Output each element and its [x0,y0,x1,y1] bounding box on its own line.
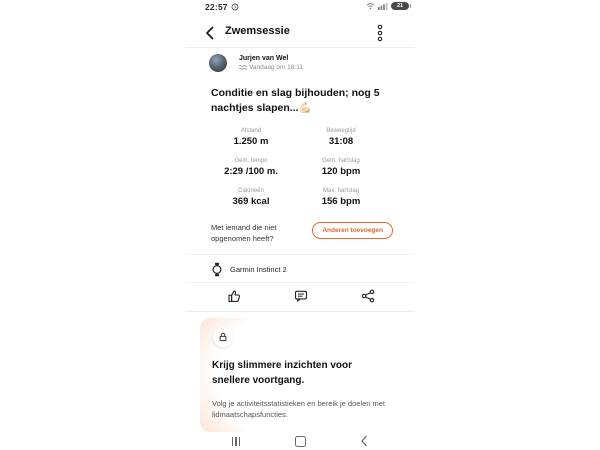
status-bar-left [205,2,239,12]
post-author-row [209,54,405,78]
app-bar [185,22,415,44]
status-time: 22:57 [205,2,228,12]
post-meta [239,64,303,71]
device-row[interactable] [211,259,405,279]
stat-value: 31:08 [328,136,354,147]
stat-gem-hartslag [301,157,381,178]
author-name: Jurjen van Wel [239,55,289,62]
recents-button[interactable] [230,435,242,447]
avatar[interactable] [209,54,227,72]
section-divider [185,254,415,255]
stat-afstand [211,127,291,148]
android-nav-bar [185,433,415,449]
stat-label: Afstand [240,128,262,134]
page-title: Zwemsessie [225,25,290,37]
premium-upsell-banner[interactable] [200,318,398,432]
stat-value: 1.250 m [233,136,269,147]
swim-activity-icon [239,64,247,71]
post-actions [227,285,375,307]
stat-value: 369 kcal [232,196,270,207]
header-divider [185,47,415,48]
notification-icon [231,3,239,11]
cellular-signal-icon [378,2,388,10]
section-divider [185,311,415,312]
post-message: Conditie en slag bijhouden; nog 5 nachtjes slapen...💪🏻 [211,87,380,114]
upsell-body: Volg je activiteitsstatistieken en bereik je doelen met lidmaatschapsfuncties. [212,399,386,419]
stat-label: Max. hartslag [322,188,359,194]
share-icon [361,289,375,303]
tag-question: Met iemand die niet opgenomen heeft? [211,223,277,243]
home-icon [295,436,306,447]
upsell-heading: Krijg slimmere inzichten voor snellere voortgang. [212,360,353,386]
phone-screen [185,0,415,450]
stat-label: Calorieën [238,188,264,194]
stat-label: Beweegtijd [326,128,356,134]
stat-value: 156 bpm [321,196,361,207]
stat-gem-tempo [211,157,291,178]
battery-nub [410,4,412,8]
stat-label: Gem. tempo [234,158,268,164]
more-options-button[interactable] [375,24,385,42]
post-timestamp: Vandaag om 18:11 [249,64,303,71]
watch-icon [211,262,223,277]
tag-prompt-row [211,220,405,250]
battery-percent: 21 [391,2,409,10]
nav-back-button[interactable] [358,435,370,447]
battery-icon [391,2,411,10]
stat-label: Gem. hartslag [322,158,360,164]
stat-value: 120 bpm [321,166,361,177]
status-bar-right [366,2,411,10]
back-button[interactable] [204,25,216,41]
add-others-button[interactable]: Anderen toevoegen [312,222,393,239]
thumbs-up-icon [227,289,241,303]
share-button[interactable] [361,289,375,303]
nav-back-icon [360,435,368,447]
section-divider [185,282,415,283]
status-bar [185,2,415,14]
kebab-menu-icon [375,24,385,42]
comment-button[interactable] [294,289,308,303]
stat-value: 2:29 /100 m. [224,166,278,177]
activity-stats-grid [211,127,381,217]
recents-icon [232,437,241,446]
chevron-left-icon [204,25,216,41]
comment-icon [294,289,308,303]
lock-badge [213,327,233,347]
stat-max-hartslag [301,187,381,208]
lock-icon [218,332,228,342]
home-button[interactable] [294,435,306,447]
stat-beweegtijd [301,127,381,148]
stat-calorieen [211,187,291,208]
wifi-signal-icon [366,2,375,10]
like-button[interactable] [227,289,241,303]
device-name: Garmin Instinct 2 [230,264,287,274]
